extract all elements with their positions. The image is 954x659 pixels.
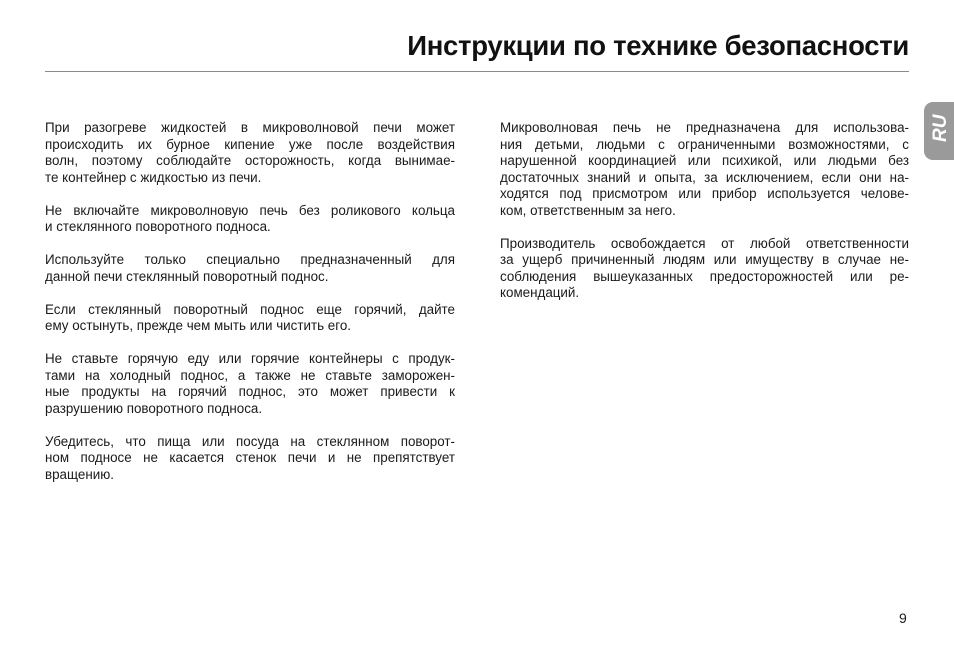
paragraph-line: ходятся под присмотром или прибор используется челове- <box>500 186 909 201</box>
paragraph <box>45 302 455 335</box>
paragraph-line: ные продукты на горячий поднос, это может привести к <box>45 384 455 399</box>
paragraph <box>45 351 455 417</box>
left-column <box>45 120 455 500</box>
paragraph-line: вращению. <box>45 466 114 482</box>
paragraph <box>500 236 909 302</box>
title-divider <box>45 71 909 72</box>
paragraph-line: достаточных знаний и опыта, за исключением, если они на- <box>500 169 909 185</box>
paragraph <box>45 203 455 236</box>
paragraph-line: волн, поэтому соблюдайте осторожность, когда вынимае- <box>45 153 455 168</box>
paragraph-line: ему остынуть, прежде чем мыть или чистить его. <box>45 318 351 333</box>
paragraph-line: Микроволновая печь не предназначена для использова- <box>500 120 909 135</box>
paragraph-line: те контейнер с жидкостью из печи. <box>45 169 262 185</box>
language-tab <box>924 102 954 160</box>
paragraph-line: Используйте только специально предназначенный для <box>45 252 455 267</box>
page-title: Инструкции по технике безопасности <box>407 30 909 61</box>
right-column <box>500 120 909 318</box>
paragraph-line: соблюдения вышеуказанных предосторожностей или ре- <box>500 268 909 284</box>
paragraph-line: Не ставьте горячую еду или горячие контейнеры с продук- <box>45 351 455 366</box>
paragraph-line: тами на холодный поднос, а также не ставьте заморожен- <box>45 367 455 383</box>
paragraph-line: ком, ответственным за него. <box>500 202 676 218</box>
paragraph-line: ния детьми, людьми с ограниченными возможностями, с <box>500 136 909 152</box>
paragraph-line: комендаций. <box>500 285 580 300</box>
paragraph-line: Если стеклянный поворотный поднос еще горячий, дайте <box>45 301 455 317</box>
paragraph-line: нарушенной координацией или психикой, или людьми без <box>500 153 909 168</box>
paragraph-line: за ущерб причиненный людям или имуществу в случае не- <box>500 252 909 267</box>
paragraph <box>500 120 909 219</box>
paragraph-line: и стеклянного поворотного подноса. <box>45 219 271 234</box>
paragraph-line: ном подносе не касается стенок печи и не препятствует <box>45 450 455 465</box>
language-tab-label: RU <box>930 114 951 142</box>
paragraph-line: происходить их бурное кипение уже после воздействия <box>45 136 455 152</box>
paragraph-line: Производитель освобождается от любой ответственности <box>500 235 909 251</box>
paragraph-line: Не включайте микроволновую печь без роликового кольца <box>45 202 455 218</box>
paragraph-line: При разогреве жидкостей в микроволновой печи может <box>45 120 455 135</box>
paragraph-line: данной печи стеклянный поворотный поднос. <box>45 268 329 284</box>
paragraph <box>45 120 455 186</box>
paragraph-line: разрушению поворотного подноса. <box>45 400 263 416</box>
page-number: 9 <box>899 610 907 626</box>
paragraph <box>45 434 455 484</box>
paragraph-line: Убедитесь, что пища или посуда на стеклянном поворот- <box>45 433 455 449</box>
paragraph <box>45 252 455 285</box>
